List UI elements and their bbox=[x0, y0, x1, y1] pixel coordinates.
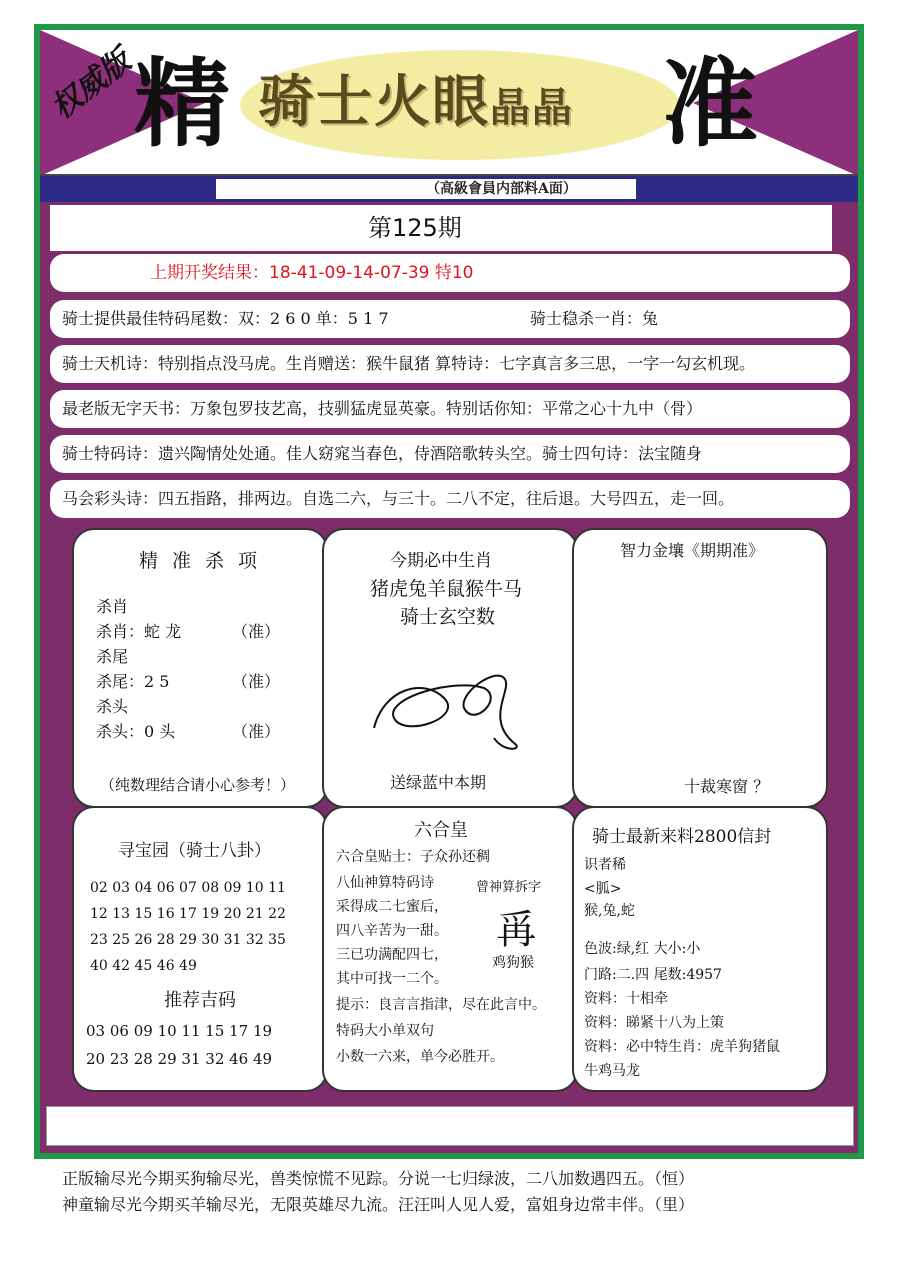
kill-line: 杀尾 bbox=[96, 647, 129, 666]
bigsmall-title: 特码大小单双句 bbox=[336, 1023, 434, 1039]
rec-title: 推荐吉码 bbox=[164, 990, 236, 1011]
god-title: 曾神算拆字 bbox=[476, 880, 542, 895]
wisdom-title: 智力金壤《期期准》 bbox=[620, 541, 765, 560]
box-must bbox=[322, 528, 578, 808]
treasure-numbers: 23 25 26 28 29 30 31 32 35 bbox=[90, 932, 286, 948]
box-wisdom bbox=[572, 528, 828, 808]
latest-line: <胍> bbox=[584, 881, 622, 897]
latest-line: 猴,兔,蛇 bbox=[584, 903, 635, 919]
tail-numbers: 骑士提供最佳特码尾数：双：2 6 0 单：5 1 7 bbox=[62, 309, 389, 328]
bigsmall-text: 小数一六来，单今必胜开。 bbox=[336, 1049, 504, 1065]
header-banner bbox=[40, 30, 858, 176]
bottom-poem-2: 神童输尽光今期买羊输尽光，无限英雄尽九流。汪汪叫人见人爱，富姐身边常丰伴。（里） bbox=[62, 1195, 695, 1214]
subtitle-bar bbox=[40, 176, 858, 202]
box-liuhe bbox=[322, 806, 578, 1092]
latest-line: 资料：睇紧十八为上策 bbox=[584, 1015, 724, 1031]
kill-mark: （准） bbox=[232, 722, 281, 741]
kill-one: 骑士稳杀一肖：兔 bbox=[530, 309, 659, 328]
bottom-poem-1: 正版输尽光今期买狗输尽光，兽类惊慌不见踪。分说一七归绿波，二八加数遇四五。（恒） bbox=[62, 1169, 695, 1188]
page-title bbox=[258, 69, 574, 135]
edition-label: 权威版 bbox=[44, 43, 138, 127]
title-main: 骑士火眼 bbox=[258, 69, 490, 135]
last-result: 上期开奖结果：18-41-09-14-07-39 特10 bbox=[50, 254, 850, 292]
must-footer: 送绿蓝中本期 bbox=[390, 773, 487, 792]
liuhe-poem: 八仙神算特码诗 bbox=[336, 875, 434, 891]
kill-line: 杀头：0 头 bbox=[96, 722, 176, 741]
box-kill bbox=[72, 528, 328, 808]
treasure-numbers: 40 42 45 46 49 bbox=[90, 958, 197, 974]
issue-banner bbox=[50, 205, 832, 251]
latest-line: 门路:二.四 尾数:4957 bbox=[584, 967, 722, 983]
latest-title: 骑士最新来料2800信封 bbox=[592, 827, 772, 847]
latest-line: 资料：必中特生肖：虎羊狗猪鼠 bbox=[584, 1039, 780, 1055]
god-char: 爯 bbox=[496, 907, 536, 953]
treasure-numbers: 12 13 15 16 17 19 20 21 22 bbox=[90, 906, 286, 922]
kill-line: 杀肖：蛇 龙 bbox=[96, 622, 182, 641]
must-title: 今期必中生肖 bbox=[390, 551, 492, 571]
liuhe-tip: 六合皇贴士：子众孙还稠 bbox=[336, 849, 490, 865]
row-poem-1: 骑士天机诗：特别指点没马虎。生肖赠送：猴牛鼠猪 算特诗：七字真言多三思，一字一勾玄机现。 bbox=[50, 345, 850, 383]
liuhe-poem: 采得成二七蜜后， bbox=[336, 899, 448, 915]
kill-note: （纯数理结合请小心参考！） bbox=[100, 776, 296, 794]
treasure-title: 寻宝园（骑士八卦） bbox=[118, 841, 271, 861]
treasure-numbers: 02 03 04 06 07 08 09 10 11 bbox=[90, 880, 286, 896]
latest-line: 牛鸡马龙 bbox=[584, 1063, 640, 1079]
signature-scribble bbox=[364, 658, 544, 758]
footer-band bbox=[46, 1106, 854, 1146]
row-poem-2: 最老版无字天书：万象包罗技艺高，技驯猛虎显英豪。特别话你知：平常之心十九中（骨） bbox=[50, 390, 850, 428]
box-treasure bbox=[72, 806, 328, 1092]
must-animals: 猪虎兔羊鼠猴牛马 bbox=[370, 578, 523, 600]
liuhe-poem: 三已功满配四七， bbox=[336, 947, 448, 963]
must-subtitle: 骑士玄空数 bbox=[400, 606, 496, 628]
kill-line: 杀肖 bbox=[96, 597, 129, 616]
title-tail: 晶晶 bbox=[490, 84, 574, 131]
latest-line: 识者稀 bbox=[584, 857, 626, 873]
liuhe-hint: 提示：良言言指津，尽在此言中。 bbox=[336, 997, 546, 1013]
box-kill-title: 精 准 杀 项 bbox=[138, 550, 262, 572]
god-animals: 鸡狗猴 bbox=[492, 955, 534, 971]
big-char-right: 准 bbox=[662, 48, 758, 160]
row-poem-3: 骑士特码诗：遗兴陶情处处通。佳人窈窕当春色，侍酒陪歌转头空。骑士四句诗：法宝随身 bbox=[50, 435, 850, 473]
box-latest bbox=[572, 806, 828, 1092]
row-poem-4: 马会彩头诗：四五指路，排两边。自选二六，与三十。二八不定，往后退。大号四五，走一回。 bbox=[50, 480, 850, 518]
issue-number: 第125期 bbox=[368, 214, 462, 242]
wisdom-footer: 十裁寒窗 ？ bbox=[684, 777, 770, 796]
latest-line: 资料：十相牵 bbox=[584, 991, 668, 1007]
kill-line: 杀尾：2 5 bbox=[96, 672, 170, 691]
kill-line: 杀头 bbox=[96, 697, 129, 716]
rec-numbers: 03 06 09 10 11 15 17 19 bbox=[86, 1022, 273, 1040]
liuhe-poem: 其中可找一二个。 bbox=[336, 971, 448, 987]
kill-mark: （准） bbox=[232, 622, 281, 641]
liuhe-poem: 四八辛苦为一甜。 bbox=[336, 923, 448, 939]
big-char-left: 精 bbox=[134, 48, 230, 160]
row-tail-numbers bbox=[50, 300, 850, 338]
main-frame bbox=[34, 24, 864, 1159]
rec-numbers: 20 23 28 29 31 32 46 49 bbox=[86, 1050, 273, 1068]
latest-line: 色波:绿,红 大小:小 bbox=[584, 941, 701, 957]
kill-mark: （准） bbox=[232, 672, 281, 691]
liuhe-title: 六合皇 bbox=[414, 820, 468, 841]
subtitle: （高級會員内部料A面） bbox=[216, 179, 636, 199]
